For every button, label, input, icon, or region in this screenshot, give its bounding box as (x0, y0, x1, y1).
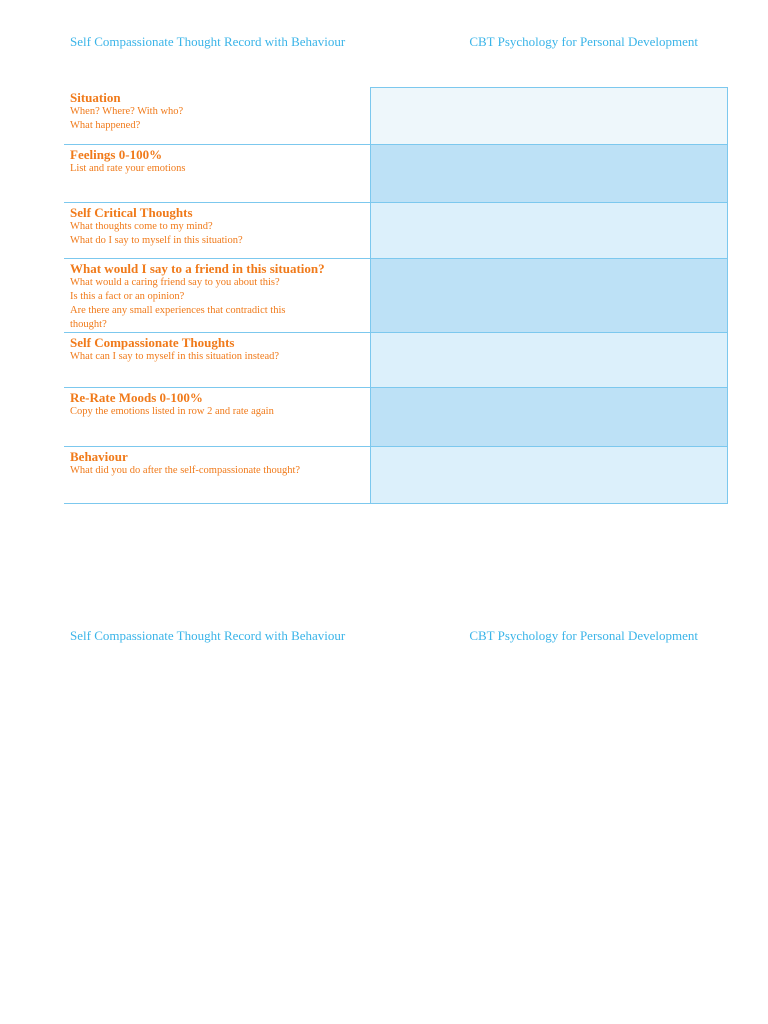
page-header (70, 34, 698, 50)
footer-publisher: CBT Psychology for Personal Development (469, 628, 698, 643)
row-heading: Self Critical Thoughts (70, 205, 193, 220)
row-heading: Situation (70, 89, 121, 105)
table-row-behaviour (64, 447, 728, 504)
row-prompt: What thoughts come to my mind? (70, 221, 213, 232)
situation-answer-field[interactable] (371, 88, 728, 145)
feelings-answer-field[interactable] (371, 145, 728, 203)
feelings-label-cell (64, 145, 371, 203)
table-row-situation (64, 88, 728, 145)
table-row-feelings (64, 145, 728, 203)
row-prompt: Is this a fact or an opinion? (70, 291, 185, 302)
rerate-moods-answer-field[interactable] (371, 388, 728, 447)
page-footer-header (70, 628, 698, 644)
row-prompt: What happened? (70, 119, 141, 131)
row-prompt: When? Where? With who? (70, 105, 184, 117)
row-prompt: thought? (70, 319, 107, 330)
self-critical-label-cell (64, 203, 371, 259)
row-prompt: What would a caring friend say to you about this? (70, 277, 280, 288)
header-publisher: CBT Psychology for Personal Development (469, 34, 698, 49)
row-prompt: What can I say to myself in this situation instead? (70, 351, 280, 362)
behaviour-answer-field[interactable] (371, 447, 728, 504)
self-compassionate-answer-field[interactable] (371, 333, 728, 388)
row-prompt: List and rate your emotions (70, 163, 186, 174)
table-row-friend-perspective (64, 259, 728, 333)
row-heading: Self Compassionate Thoughts (70, 335, 235, 350)
table-row-rerate-moods (64, 388, 728, 447)
situation-label-cell (64, 88, 371, 145)
row-heading: Behaviour (70, 449, 128, 464)
table-row-self-compassionate-thoughts (64, 333, 728, 388)
row-prompt: Copy the emotions listed in row 2 and rate again (70, 406, 274, 417)
row-heading: What would I say to a friend in this situation? (70, 261, 325, 276)
rerate-moods-label-cell (64, 388, 371, 447)
row-heading: Re-Rate Moods 0-100% (70, 390, 203, 405)
table-row-self-critical-thoughts (64, 203, 728, 259)
row-prompt: What did you do after the self-compassionate thought? (70, 465, 301, 476)
friend-perspective-answer-field[interactable] (371, 259, 728, 333)
row-heading: Feelings 0-100% (70, 147, 163, 162)
header-document-title: Self Compassionate Thought Record with Behaviour (70, 34, 346, 49)
behaviour-label-cell (64, 447, 371, 504)
friend-perspective-label-cell (64, 259, 371, 333)
footer-document-title: Self Compassionate Thought Record with Behaviour (70, 628, 346, 643)
self-critical-answer-field[interactable] (371, 203, 728, 259)
row-prompt: Are there any small experiences that contradict this (70, 305, 286, 316)
thought-record-table (64, 87, 728, 504)
self-compassionate-label-cell (64, 333, 371, 388)
row-prompt: What do I say to myself in this situation? (70, 235, 243, 246)
